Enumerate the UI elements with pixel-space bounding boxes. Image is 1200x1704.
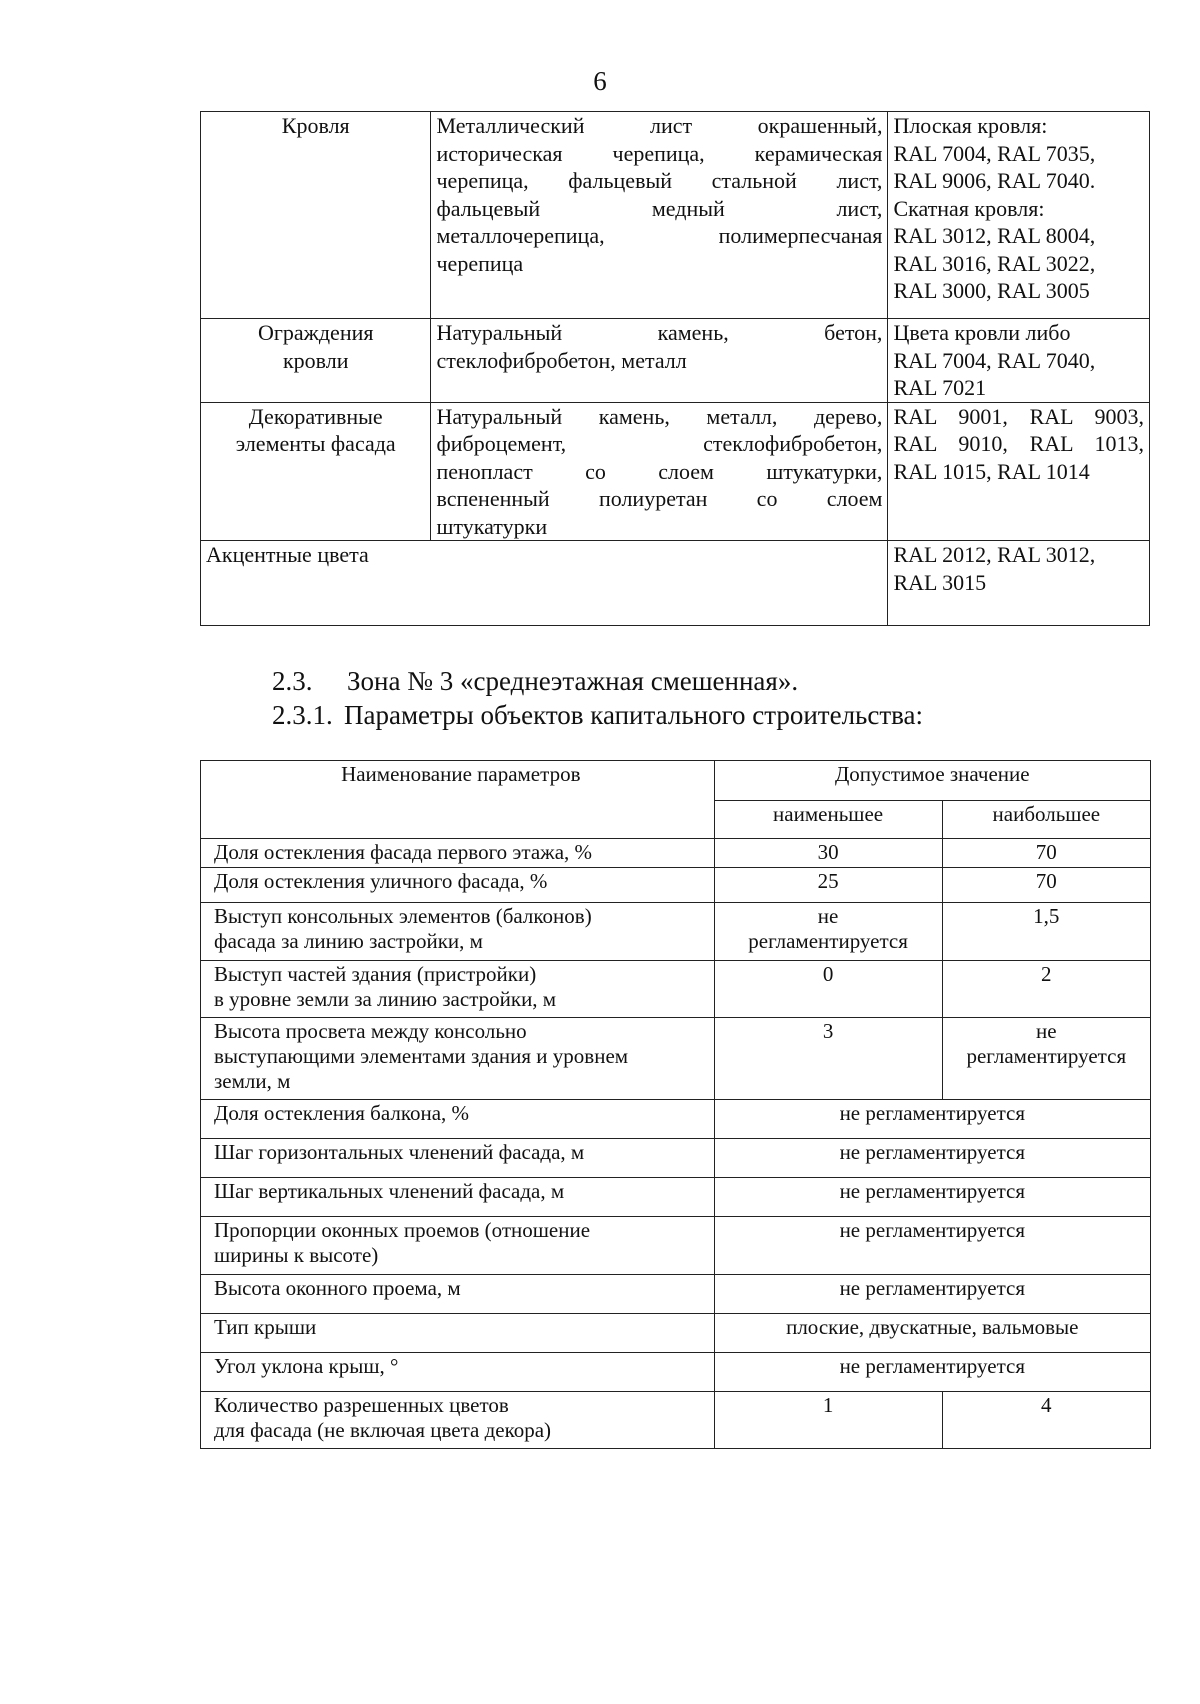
text-line: RAL 3016, RAL 3022, bbox=[893, 250, 1096, 276]
param-cell bbox=[201, 961, 715, 1018]
text-line: 1 bbox=[822, 1393, 834, 1417]
param-cell bbox=[201, 1018, 715, 1100]
section-number: 2.3. bbox=[272, 666, 313, 696]
text-line: не регламентируется bbox=[839, 1276, 1025, 1300]
param-cell bbox=[201, 1392, 715, 1449]
text-line: Доля остекления фасада первого этажа, % bbox=[214, 840, 593, 864]
text-line: 70 bbox=[1035, 840, 1057, 864]
text-line: 30 bbox=[817, 840, 839, 864]
text-line: Доля остекления уличного фасада, % bbox=[214, 869, 548, 893]
text-line: ширины к высоте) bbox=[214, 1243, 379, 1267]
table-header-row bbox=[201, 761, 1151, 801]
materials-cell bbox=[431, 319, 888, 403]
value-cell bbox=[714, 1314, 1150, 1353]
param-cell bbox=[201, 1353, 715, 1392]
text-line: Декоративные bbox=[248, 403, 383, 429]
table-row bbox=[201, 1353, 1151, 1392]
facade-materials-table bbox=[200, 111, 1150, 626]
text-line: не регламентируется bbox=[839, 1140, 1025, 1164]
text-line: кровли bbox=[282, 347, 349, 373]
text-line: 3 bbox=[822, 1019, 834, 1043]
text-line: Шаг горизонтальных членений фасада, м bbox=[214, 1140, 585, 1164]
max-cell bbox=[942, 1018, 1150, 1100]
table-row bbox=[201, 1314, 1151, 1353]
value-cell bbox=[714, 1139, 1150, 1178]
text-line: RAL 3015 bbox=[893, 569, 987, 595]
text-line: Угол уклона крыш, ° bbox=[214, 1354, 399, 1378]
text-line: не bbox=[817, 904, 839, 928]
colors-cell bbox=[888, 319, 1150, 403]
value-cell bbox=[714, 1217, 1150, 1275]
text-line: Натуральный камень, металл, дерево, bbox=[436, 403, 883, 429]
text-line: Пропорции оконных проемов (отношение bbox=[214, 1218, 591, 1242]
text-line: RAL 9006, RAL 7040. bbox=[893, 168, 1096, 193]
param-cell bbox=[201, 1314, 715, 1353]
table-row bbox=[201, 961, 1151, 1018]
param-cell bbox=[201, 839, 715, 868]
min-cell bbox=[714, 903, 942, 961]
text-line: Тип крыши bbox=[214, 1315, 317, 1339]
text-line: в уровне земли за линию застройки, м bbox=[214, 987, 557, 1011]
text-line: RAL 2012, RAL 3012, bbox=[893, 542, 1096, 567]
min-cell bbox=[714, 839, 942, 868]
text-line: Высота просвета между консольно bbox=[214, 1019, 527, 1043]
text-line: не регламентируется bbox=[839, 1179, 1025, 1203]
param-cell bbox=[201, 1275, 715, 1314]
text-line: Выступ консольных элементов (балконов) bbox=[214, 904, 592, 928]
subsection-number: 2.3.1. bbox=[272, 700, 333, 730]
element-name bbox=[201, 319, 431, 403]
text-line: не bbox=[1036, 1019, 1057, 1043]
param-cell bbox=[201, 868, 715, 903]
text-line: Ограждения bbox=[257, 320, 374, 345]
min-cell bbox=[714, 1018, 942, 1100]
text-line: Доля остекления балкона, % bbox=[214, 1101, 470, 1125]
subsection-title: Параметры объектов капитального строительства: bbox=[344, 700, 924, 730]
materials-cell bbox=[431, 402, 888, 541]
min-cell bbox=[714, 868, 942, 903]
text-line: RAL 1015, RAL 1014 bbox=[893, 458, 1090, 484]
max-cell bbox=[942, 903, 1150, 961]
header-label: Допустимое значение bbox=[834, 762, 1030, 786]
text-line: металлочерепица, полимерпесчаная bbox=[436, 223, 883, 248]
table-row bbox=[201, 839, 1151, 868]
text-line: RAL 9001, RAL 9003, bbox=[893, 403, 1144, 429]
text-line: элементы фасада bbox=[235, 431, 396, 456]
max-cell bbox=[942, 1392, 1150, 1449]
text-line: черепица bbox=[436, 250, 524, 276]
table-row bbox=[201, 1139, 1151, 1178]
table-row bbox=[201, 1392, 1151, 1449]
subsection-heading bbox=[272, 700, 923, 731]
section-title: Зона № 3 «среднеэтажная смешенная». bbox=[347, 666, 799, 696]
table-row bbox=[201, 112, 1150, 319]
table-row bbox=[201, 1018, 1151, 1100]
text-line: регламентируется bbox=[966, 1044, 1127, 1068]
colors-cell bbox=[888, 402, 1150, 541]
value-cell bbox=[714, 1100, 1150, 1139]
element-name bbox=[201, 112, 431, 319]
text-line: не регламентируется bbox=[839, 1101, 1025, 1125]
table-row bbox=[201, 319, 1150, 403]
text-line: Высота оконного проема, м bbox=[214, 1276, 461, 1300]
text-line: земли, м bbox=[214, 1069, 291, 1093]
value-cell bbox=[714, 1353, 1150, 1392]
param-cell bbox=[201, 1217, 715, 1275]
value-cell bbox=[714, 1275, 1150, 1314]
text-line: плоские, двускатные, вальмовые bbox=[786, 1315, 1079, 1339]
text-line: черепица, фальцевый стальной лист, bbox=[436, 168, 883, 193]
param-cell bbox=[201, 1100, 715, 1139]
table-row bbox=[201, 541, 1150, 626]
element-label: Кровля bbox=[281, 113, 350, 138]
materials-cell bbox=[431, 112, 888, 319]
text-line: RAL 7021 bbox=[893, 375, 987, 400]
table-row bbox=[201, 1217, 1151, 1275]
text-line: Количество разрешенных цветов bbox=[214, 1393, 509, 1417]
text-line: Скатная кровля: bbox=[893, 195, 1045, 221]
text-line: Цвета кровли либо bbox=[893, 320, 1071, 345]
text-line: 0 bbox=[822, 962, 834, 986]
text-line: 25 bbox=[817, 869, 839, 893]
header-label: Наименование параметров bbox=[341, 762, 581, 786]
text-line: 70 bbox=[1035, 869, 1057, 893]
table-row bbox=[201, 1100, 1151, 1139]
value-cell bbox=[714, 1178, 1150, 1217]
text-line: фальцевый медный лист, bbox=[436, 195, 883, 221]
text-line: штукатурки bbox=[436, 513, 548, 539]
text-line: 1,5 bbox=[1033, 904, 1060, 928]
param-cell bbox=[201, 1178, 715, 1217]
table-row bbox=[201, 1178, 1151, 1217]
text-line: пенопласт со слоем штукатурки, bbox=[436, 458, 883, 484]
text-line: 4 bbox=[1041, 1393, 1052, 1417]
max-cell bbox=[942, 868, 1150, 903]
header-max bbox=[942, 801, 1150, 839]
text-line: RAL 7004, RAL 7040, bbox=[893, 347, 1096, 373]
text-line: Выступ частей здания (пристройки) bbox=[214, 962, 537, 986]
text-line: фиброцемент, стеклофибробетон, bbox=[436, 431, 883, 456]
text-line: Шаг вертикальных членений фасада, м bbox=[214, 1179, 565, 1203]
text-line: Натуральный камень, бетон, bbox=[436, 320, 883, 345]
table-row bbox=[201, 868, 1151, 903]
header-min bbox=[714, 801, 942, 839]
text-line: вспененный полиуретан со слоем bbox=[436, 486, 883, 511]
text-line: 2 bbox=[1041, 962, 1052, 986]
param-cell bbox=[201, 903, 715, 961]
element-name bbox=[201, 402, 431, 541]
header-label: наибольшее bbox=[992, 802, 1101, 826]
accent-colors-label bbox=[201, 541, 888, 626]
text-line: выступающими элементами здания и уровнем bbox=[214, 1044, 629, 1068]
param-cell bbox=[201, 1139, 715, 1178]
max-cell bbox=[942, 839, 1150, 868]
text-line: не регламентируется bbox=[839, 1218, 1025, 1242]
header-allowed bbox=[714, 761, 1150, 801]
text-line: RAL 7004, RAL 7035, bbox=[893, 140, 1096, 166]
text-line: историческая черепица, керамическая bbox=[436, 140, 883, 166]
section-heading bbox=[272, 666, 798, 697]
text-line: RAL 9010, RAL 1013, bbox=[893, 431, 1144, 456]
min-cell bbox=[714, 961, 942, 1018]
header-label: наименьшее bbox=[773, 802, 884, 826]
accent-label: Акцентные цвета bbox=[206, 542, 369, 567]
colors-cell bbox=[888, 112, 1150, 319]
max-cell bbox=[942, 961, 1150, 1018]
text-line: фасада за линию застройки, м bbox=[214, 929, 483, 953]
text-line: для фасада (не включая цвета декора) bbox=[214, 1418, 552, 1442]
parameters-table bbox=[200, 760, 1151, 1449]
header-param bbox=[201, 761, 715, 839]
text-line: Плоская кровля: bbox=[893, 113, 1048, 138]
table-row bbox=[201, 1275, 1151, 1314]
text-line: стеклофибробетон, металл bbox=[436, 347, 687, 373]
text-line: RAL 3000, RAL 3005 bbox=[893, 278, 1090, 303]
text-line: не регламентируется bbox=[839, 1354, 1025, 1378]
colors-cell bbox=[888, 541, 1150, 626]
text-line: RAL 3012, RAL 8004, bbox=[893, 223, 1096, 248]
text-line: Металлический лист окрашенный, bbox=[436, 113, 883, 138]
table-row bbox=[201, 903, 1151, 961]
min-cell bbox=[714, 1392, 942, 1449]
table-row bbox=[201, 402, 1150, 541]
page-number: 6 bbox=[593, 66, 607, 96]
text-line: регламентируется bbox=[748, 929, 908, 953]
